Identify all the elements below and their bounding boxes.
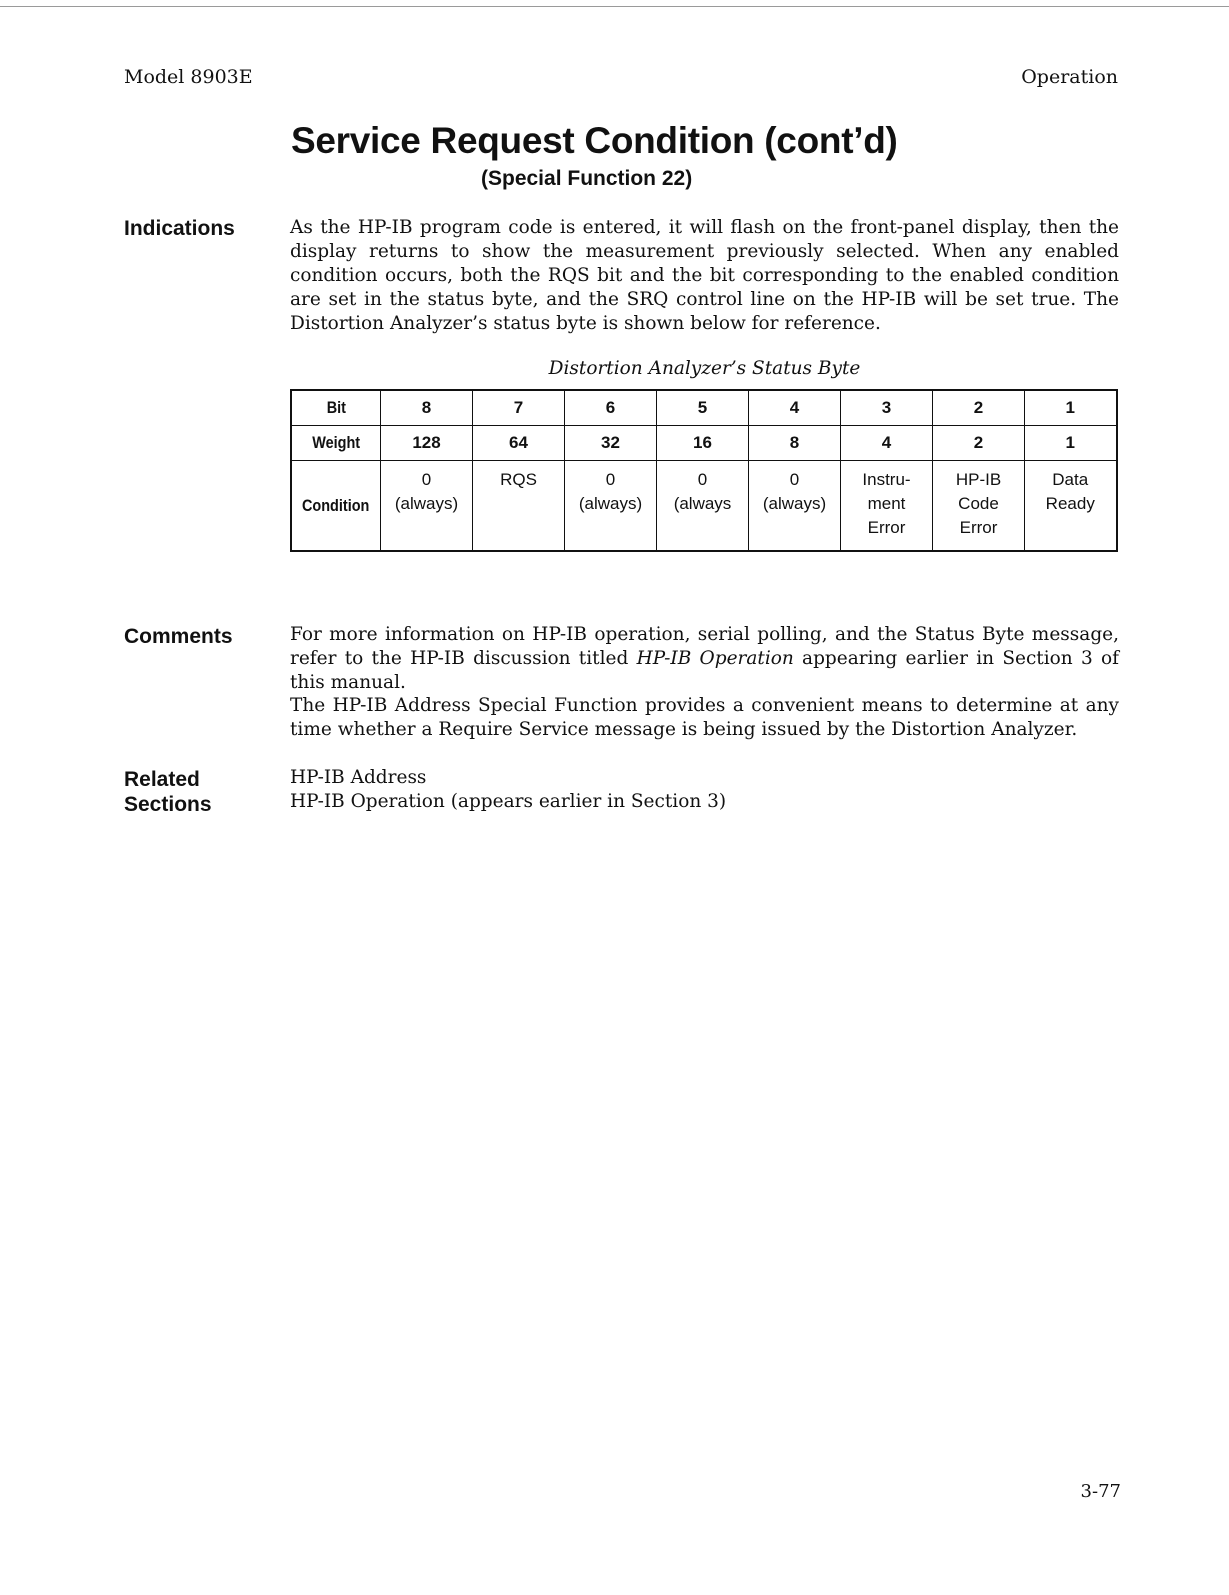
bit-row (291, 390, 1117, 426)
condition-cell: 0 (always (657, 461, 749, 552)
comments-paragraph-2: The HP-IB Address Special Function provides a convenient means to determine at any time whether a Require Service message is being issued by the Distortion Analyzer. (290, 695, 1119, 740)
condition-row (291, 461, 1117, 552)
page-title: Service Request Condition (cont’d) (291, 120, 898, 161)
header-model: Model 8903E (124, 66, 253, 88)
condition-cell: 0 (always) (565, 461, 657, 552)
weight-cell: 2 (933, 426, 1025, 461)
weight-cell: 32 (565, 426, 657, 461)
comments-label: Comments (124, 625, 233, 648)
weight-cell: 64 (473, 426, 565, 461)
top-rule (0, 6, 1229, 7)
condition-cell: 0 (always) (381, 461, 473, 552)
table-caption: Distortion Analyzer’s Status Byte (548, 358, 861, 379)
condition-cell: Data Ready (1025, 461, 1117, 552)
hp-ib-operation-reference: HP-IB Operation (636, 648, 794, 669)
related-item: HP-IB Operation (appears earlier in Section 3) (290, 791, 727, 812)
indications-text: As the HP-IB program code is entered, it will flash on the front-panel display, then the display returns to show the measurement previously selected. When any enabled condition occurs, both the RQS bit and the bit corresponding to the enabled condition are set in the status byte, and the SRQ control line on the HP-IB will be set true. The Distortion Analyzer’s status byte is shown below for reference. (290, 217, 1119, 334)
weight-cell: 4 (841, 426, 933, 461)
bit-cell: 2 (933, 390, 1025, 426)
condition-cell: RQS (473, 461, 565, 552)
condition-cell: Instru- ment Error (841, 461, 933, 552)
weight-row-header: Weight (291, 426, 381, 461)
related-item: HP-IB Address (290, 767, 427, 788)
bit-cell: 5 (657, 390, 749, 426)
header-section: Operation (1021, 66, 1118, 88)
related-sections-label: Related Sections (124, 768, 212, 816)
weight-cell: 128 (381, 426, 473, 461)
bit-cell: 1 (1025, 390, 1117, 426)
weight-row (291, 426, 1117, 461)
page-subtitle: (Special Function 22) (481, 167, 693, 190)
weight-cell: 16 (657, 426, 749, 461)
bit-cell: 6 (565, 390, 657, 426)
indications-label: Indications (124, 217, 235, 240)
bit-cell: 4 (749, 390, 841, 426)
bit-cell: 8 (381, 390, 473, 426)
comments-paragraph-1: For more information on HP-IB operation, serial polling, and the Status Byte message, refer to the HP-IB discussion titled HP-IB Operation appearing earlier in Section 3 of this manual. (290, 624, 1119, 693)
bit-row-header: Bit (291, 390, 381, 426)
related-sections-list (290, 766, 1119, 814)
page-number: 3-77 (1080, 1481, 1121, 1502)
condition-cell: HP-IB Code Error (933, 461, 1025, 552)
weight-cell: 1 (1025, 426, 1117, 461)
condition-cell: 0 (always) (749, 461, 841, 552)
status-byte-table (290, 389, 1118, 552)
condition-row-header: Condition (291, 461, 381, 552)
bit-cell: 7 (473, 390, 565, 426)
weight-cell: 8 (749, 426, 841, 461)
bit-cell: 3 (841, 390, 933, 426)
